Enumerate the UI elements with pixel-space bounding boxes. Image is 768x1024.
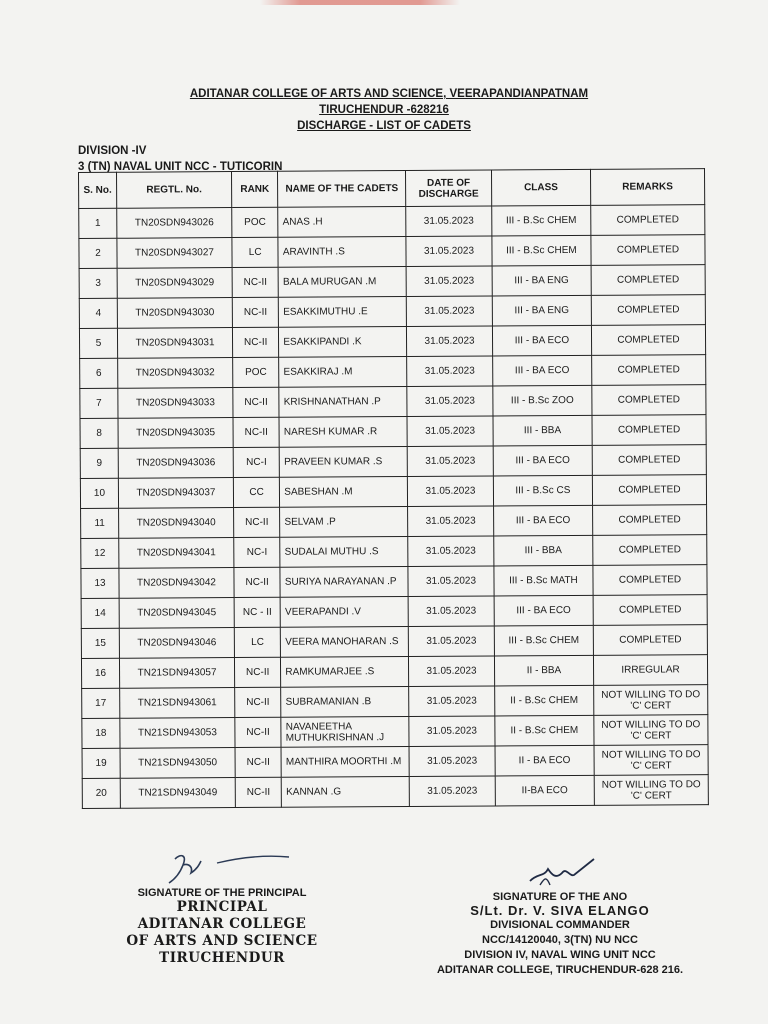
- ano-stamp-line: NCC/14120040, 3(TN) NU NCC: [482, 934, 638, 946]
- cell-rank: NC-II: [233, 387, 279, 417]
- cell-regtl-no: TN20SDN943033: [118, 388, 233, 419]
- cell-regtl-no: TN20SDN943046: [119, 628, 234, 659]
- cell-sno: 13: [81, 568, 119, 598]
- cell-date: 31.05.2023: [407, 446, 493, 477]
- cell-regtl-no: TN20SDN943037: [118, 478, 233, 509]
- cell-name: RAMKUMARJEE .S: [281, 656, 409, 687]
- cell-date: 31.05.2023: [408, 506, 494, 537]
- table-row: [81, 625, 707, 659]
- cell-rank: NC-II: [234, 567, 280, 597]
- cell-remarks: NOT WILLING TO DO 'C' CERT: [594, 775, 708, 806]
- cell-remarks: NOT WILLING TO DO 'C' CERT: [594, 715, 708, 746]
- cell-rank: NC-II: [235, 687, 281, 717]
- cell-sno: 10: [80, 478, 118, 508]
- cell-remarks: COMPLETED: [593, 565, 707, 596]
- cell-rank: CC: [233, 477, 279, 507]
- cell-regtl-no: TN20SDN943031: [117, 328, 232, 359]
- cell-class: III - B.Sc CHEM: [492, 235, 591, 266]
- cell-remarks: COMPLETED: [592, 445, 706, 476]
- ano-signature-caption: SIGNATURE OF THE ANO: [492, 891, 628, 903]
- unit-label: 3 (TN) NAVAL UNIT NCC - TUTICORIN: [78, 161, 283, 173]
- cell-name: SABESHAN .M: [280, 476, 408, 507]
- cell-remarks: COMPLETED: [591, 265, 705, 296]
- cell-class: III - B.Sc CHEM: [494, 625, 593, 656]
- cell-regtl-no: TN20SDN943042: [119, 568, 234, 599]
- cell-remarks: COMPLETED: [592, 385, 706, 416]
- cell-date: 31.05.2023: [406, 236, 492, 267]
- cell-remarks: COMPLETED: [591, 235, 705, 266]
- cell-rank: LC: [232, 237, 278, 267]
- table-body: [79, 205, 709, 809]
- cell-name: NARESH KUMAR .R: [279, 416, 407, 447]
- table-row: [80, 445, 706, 479]
- cell-regtl-no: TN20SDN943026: [117, 208, 232, 239]
- cell-name: ESAKKIMUTHU .E: [279, 296, 407, 327]
- cell-sno: 3: [79, 268, 117, 298]
- table-row: [81, 595, 707, 629]
- cell-regtl-no: TN20SDN943045: [119, 598, 234, 629]
- ano-stamp-line: DIVISIONAL COMMANDER: [490, 919, 630, 931]
- ano-stamp: [420, 903, 700, 978]
- cell-rank: NC-II: [235, 717, 281, 747]
- cell-name: SUBRAMANIAN .B: [281, 686, 409, 717]
- cell-name: KANNAN .G: [282, 776, 410, 807]
- cell-date: 31.05.2023: [406, 296, 492, 327]
- cell-sno: 17: [82, 688, 120, 718]
- cell-class: III - BA ECO: [493, 355, 592, 386]
- cell-rank: POC: [233, 357, 279, 387]
- cell-regtl-no: TN20SDN943029: [117, 268, 232, 299]
- cell-rank: NC-I: [234, 537, 280, 567]
- cell-date: 31.05.2023: [408, 626, 494, 657]
- ano-signature-image: [500, 855, 620, 891]
- header-rank: RANK: [232, 171, 279, 207]
- cell-regtl-no: TN21SDN943049: [120, 778, 235, 809]
- cell-date: 31.05.2023: [409, 656, 495, 687]
- table-row: [79, 235, 705, 269]
- cell-date: 31.05.2023: [409, 776, 495, 807]
- cell-date: 31.05.2023: [409, 746, 495, 777]
- cell-class: III - BA ECO: [493, 505, 592, 536]
- cell-regtl-no: TN20SDN943041: [119, 538, 234, 569]
- cell-rank: NC-II: [232, 267, 278, 297]
- cell-name: VEERA MANOHARAN .S: [281, 626, 409, 657]
- cell-rank: NC-II: [235, 747, 281, 777]
- cell-date: 31.05.2023: [407, 326, 493, 357]
- cell-sno: 12: [81, 538, 119, 568]
- cell-rank: NC-I: [233, 447, 279, 477]
- cell-class: III - BA ECO: [492, 325, 591, 356]
- header-date: DATE OF DISCHARGE: [406, 170, 492, 207]
- table-row: [80, 355, 706, 389]
- cell-sno: 20: [82, 778, 120, 808]
- cell-rank: LC: [234, 627, 280, 657]
- cell-date: 31.05.2023: [408, 596, 494, 627]
- cell-regtl-no: TN20SDN943032: [118, 358, 233, 389]
- table-row: [81, 505, 707, 539]
- table-row: [82, 775, 708, 809]
- cell-rank: POC: [232, 207, 278, 237]
- header-sno: S. No.: [79, 172, 117, 208]
- cell-class: III - BA ECO: [494, 595, 593, 626]
- cell-date: 31.05.2023: [406, 206, 492, 237]
- cell-class: III - BBA: [494, 535, 593, 566]
- table-row: [82, 715, 708, 749]
- division-label: DIVISION -IV: [78, 145, 147, 157]
- cell-sno: 19: [82, 748, 120, 778]
- principal-signature-image: [147, 845, 297, 887]
- cell-name: ARAVINTH .S: [278, 236, 406, 267]
- principal-signature-caption: SIGNATURE OF THE PRINCIPAL: [137, 887, 307, 899]
- ano-stamp-line: ADITANAR COLLEGE, TIRUCHENDUR-628 216.: [436, 964, 684, 976]
- table-row: [81, 565, 707, 599]
- cell-sno: 6: [80, 358, 118, 388]
- table-row: [81, 535, 707, 569]
- table-header-row: [79, 169, 705, 209]
- cell-sno: 7: [80, 388, 118, 418]
- ano-stamp-line: S/Lt. Dr. V. SIVA ELANGO: [470, 903, 650, 918]
- cell-sno: 15: [81, 628, 119, 658]
- table-row: [80, 475, 706, 509]
- cell-date: 31.05.2023: [408, 476, 494, 507]
- cell-regtl-no: TN20SDN943035: [118, 418, 233, 449]
- cell-class: III - BBA: [493, 415, 592, 446]
- cell-class: III - BA ENG: [492, 265, 591, 296]
- cell-name: MANTHIRA MOORTHI .M: [281, 746, 409, 777]
- cell-rank: NC-II: [232, 297, 278, 327]
- cell-remarks: COMPLETED: [592, 355, 706, 386]
- cell-rank: NC - II: [234, 597, 280, 627]
- cell-class: III - B.Sc ZOO: [493, 385, 592, 416]
- ano-signature-block: [420, 855, 700, 978]
- cell-sno: 14: [81, 598, 119, 628]
- cell-name: VEERAPANDI .V: [280, 596, 408, 627]
- cell-class: II - BA ECO: [495, 745, 594, 776]
- cell-date: 31.05.2023: [407, 416, 493, 447]
- cell-sno: 11: [81, 508, 119, 538]
- cell-class: II - B.Sc CHEM: [495, 685, 594, 716]
- cell-rank: NC-II: [233, 417, 279, 447]
- principal-stamp-line: PRINCIPAL: [176, 899, 268, 915]
- cell-remarks: COMPLETED: [593, 535, 707, 566]
- cell-name: ESAKKIRAJ .M: [279, 356, 407, 387]
- cell-rank: NC-II: [232, 327, 278, 357]
- cell-name: NAVANEETHA MUTHUKRISHNAN .J: [281, 716, 409, 747]
- cell-regtl-no: TN20SDN943027: [117, 238, 232, 269]
- cell-date: 31.05.2023: [407, 356, 493, 387]
- cell-regtl-no: TN20SDN943040: [119, 508, 234, 539]
- cell-remarks: NOT WILLING TO DO 'C' CERT: [594, 685, 708, 716]
- cell-rank: NC-II: [234, 657, 280, 687]
- cell-name: PRAVEEN KUMAR .S: [279, 446, 407, 477]
- principal-stamp-line: OF ARTS AND SCIENCE: [126, 933, 318, 949]
- cell-sno: 2: [79, 238, 117, 268]
- ano-stamp-line: DIVISION IV, NAVAL WING UNIT NCC: [464, 949, 656, 961]
- cell-sno: 5: [79, 328, 117, 358]
- table-row: [79, 265, 705, 299]
- cell-regtl-no: TN21SDN943061: [120, 688, 235, 719]
- cell-remarks: COMPLETED: [591, 325, 705, 356]
- table-row: [82, 745, 708, 779]
- cell-date: 31.05.2023: [408, 566, 494, 597]
- cell-name: KRISHNANATHAN .P: [279, 386, 407, 417]
- document-header: [0, 88, 768, 136]
- table-row: [80, 385, 706, 419]
- cell-regtl-no: TN20SDN943030: [117, 298, 232, 329]
- cell-class: III - BA ENG: [492, 295, 591, 326]
- table-row: [79, 205, 705, 239]
- college-place: TIRUCHENDUR -628216: [319, 104, 449, 116]
- table-row: [82, 685, 708, 719]
- cell-name: BALA MURUGAN .M: [278, 266, 406, 297]
- cell-remarks: IRREGULAR: [593, 655, 707, 686]
- cell-date: 31.05.2023: [406, 266, 492, 297]
- cadets-table: [78, 168, 709, 809]
- table-row: [79, 295, 705, 329]
- cell-date: 31.05.2023: [407, 386, 493, 417]
- cell-name: SUDALAI MUTHU .S: [280, 536, 408, 567]
- cell-date: 31.05.2023: [408, 536, 494, 567]
- cell-name: ESAKKIPANDI .K: [279, 326, 407, 357]
- cell-sno: 18: [82, 718, 120, 748]
- cell-class: III - B.Sc MATH: [494, 565, 593, 596]
- cell-sno: 4: [79, 298, 117, 328]
- cell-date: 31.05.2023: [409, 686, 495, 717]
- cell-sno: 9: [80, 448, 118, 478]
- cell-sno: 16: [81, 658, 119, 688]
- cell-class: II-BA ECO: [495, 775, 594, 806]
- document-title: DISCHARGE - LIST OF CADETS: [297, 120, 471, 132]
- cell-sno: 1: [79, 208, 117, 238]
- table-row: [79, 325, 705, 359]
- cell-regtl-no: TN21SDN943057: [119, 658, 234, 689]
- header-regtl-no: REGTL. No.: [116, 172, 231, 209]
- cell-remarks: COMPLETED: [593, 595, 707, 626]
- header-name: NAME OF THE CADETS: [278, 170, 406, 207]
- cell-regtl-no: TN20SDN943036: [118, 448, 233, 479]
- top-edge-mark: [260, 0, 460, 5]
- cell-class: III - BA ECO: [493, 445, 592, 476]
- table-row: [80, 415, 706, 449]
- table-row: [81, 655, 707, 689]
- cell-date: 31.05.2023: [409, 716, 495, 747]
- college-name: ADITANAR COLLEGE OF ARTS AND SCIENCE, VEERAPANDIANPATNAM: [189, 88, 589, 100]
- cell-class: III - B.Sc CS: [493, 475, 592, 506]
- cell-rank: NC-II: [234, 507, 280, 537]
- header-class: CLASS: [491, 169, 590, 206]
- principal-stamp-line: TIRUCHENDUR: [159, 950, 285, 966]
- cell-class: III - B.Sc CHEM: [492, 205, 591, 236]
- principal-stamp-line: ADITANAR COLLEGE: [137, 916, 307, 932]
- cell-regtl-no: TN21SDN943050: [120, 748, 235, 779]
- cell-class: II - BBA: [494, 655, 593, 686]
- cell-remarks: COMPLETED: [592, 475, 706, 506]
- cell-remarks: COMPLETED: [592, 415, 706, 446]
- cell-regtl-no: TN21SDN943053: [120, 718, 235, 749]
- cell-remarks: COMPLETED: [592, 505, 706, 536]
- cell-sno: 8: [80, 418, 118, 448]
- cell-class: II - B.Sc CHEM: [495, 715, 594, 746]
- header-remarks: REMARKS: [590, 169, 704, 206]
- cell-name: SELVAM .P: [280, 506, 408, 537]
- cell-remarks: COMPLETED: [591, 295, 705, 326]
- cell-name: ANAS .H: [278, 206, 406, 237]
- cell-remarks: NOT WILLING TO DO 'C' CERT: [594, 745, 708, 776]
- principal-signature-block: [92, 845, 352, 967]
- cell-remarks: COMPLETED: [591, 205, 705, 236]
- cell-rank: NC-II: [235, 777, 281, 807]
- cell-remarks: COMPLETED: [593, 625, 707, 656]
- principal-stamp: [92, 899, 352, 967]
- cell-name: SURIYA NARAYANAN .P: [280, 566, 408, 597]
